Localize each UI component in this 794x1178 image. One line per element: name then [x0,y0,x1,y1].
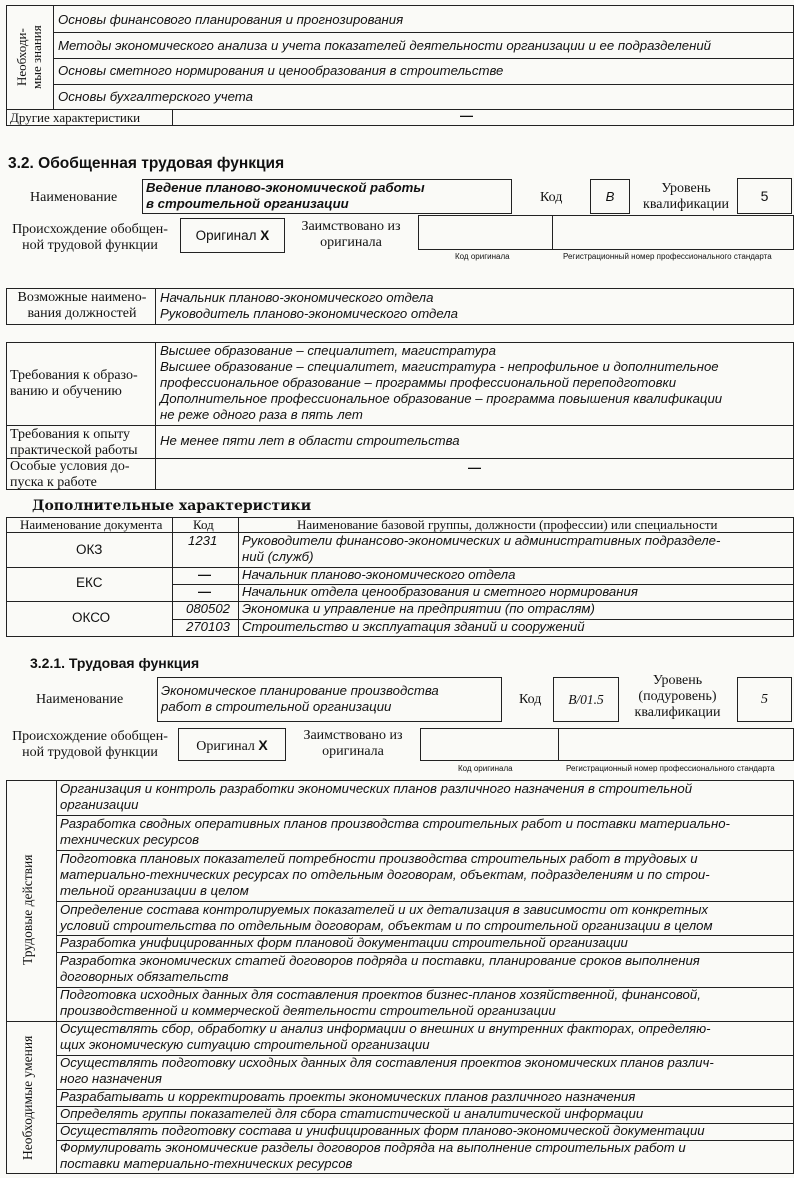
level-label [640,181,732,213]
code-value-2: B/01.5 [568,692,604,707]
borrowed-box-2 [420,728,794,761]
borrowed-label-2-line1: Заимствовано из [303,728,403,743]
knowledge-side-cell [6,5,54,109]
level-label-2-line1: Уровень [652,673,703,688]
level-value-box-2 [737,677,792,722]
knowledge-row-2: Методы экономического анализа и учета показателей деятельности организации и ее подразделений [58,38,712,53]
skill-3-line1: Разрабатывать и корректировать проекты экономических планов различного назначения [60,1089,636,1104]
level-label-2-line3: квалификации [634,705,721,720]
section-title: 3.2. Обобщенная трудовая функция [8,155,285,172]
original-mark-2: X [258,737,268,753]
action-7-line2: производственной и коммерческой деятельности строительной организации [60,1003,556,1018]
edu-line-1: Высшее образование – специалитет, магистратура [160,343,496,358]
original-cell-2 [179,737,285,755]
eks-code-2: — [198,584,211,599]
code-original-caption-2: Код оригинала [458,764,513,773]
level-label-line2: квалификации [643,197,729,212]
borrowed-label [290,219,412,251]
action-4-line1: Определение состава контролируемых показателей и их детализация в зависимости от конкретных [60,902,708,917]
other-characteristics-label: Другие характеристики [10,110,141,125]
edu-line-4: Дополнительное профессиональное образование – программа повышения квалификации [160,391,723,406]
okso-code-2: 270103 [186,619,231,634]
borrowed-box [418,215,794,250]
borrowed-label-line1: Заимствовано из [301,219,401,234]
okz-code: 1231 [188,533,218,548]
name-value-2-line2: работ в строительной организации [161,699,392,714]
divider [56,780,57,1174]
exp-label-line2: практической работы [10,443,138,458]
action-3-line1: Подготовка плановых показателей потребности производства строительных работ в трудовых и [60,851,698,866]
skill-2-line1: Осуществлять подготовку исходных данных для составления проектов экономических планов различ- [60,1055,714,1070]
edu-line-2: Высшее образование – специалитет, магистратура - непрофильное и дополнительное [160,359,719,374]
borrowed-label-2-line2: оригинала [322,744,384,759]
position-2: Руководитель планово-экономического отдела [160,306,459,321]
header-code: Код [193,517,214,532]
other-characteristics-value: — [460,108,473,123]
code-value: В [605,189,615,204]
action-3-line3: тельной организации в целом [60,883,249,898]
edu-label-line2: ванию и обучению [10,384,122,399]
skill-5-line1: Осуществлять подготовку состава и унифицированных форм планово-экономической документации [60,1123,705,1138]
okso-doc: ОКСО [72,610,111,625]
original-label: Оригинал [195,228,257,243]
action-6-line2: договорных обязательств [60,969,229,984]
special-value: — [468,460,481,475]
action-4-line2: условий строительства по отдельным договорам, объектам и по строительной организации в целом [60,918,713,933]
position-1: Начальник планово-экономического отдела [160,290,434,305]
name-value-line1: Ведение планово-экономической работы [146,180,425,195]
reg-number-caption: Регистрационный номер профессионального стандарта [563,252,772,261]
edu-label-line1: Требования к образо- [10,368,138,383]
positions-label-line1: Возможные наимено- [17,290,147,305]
eks-name-1: Начальник планово-экономического отдела [242,567,516,582]
action-3-line2: материально-технических ресурсах по отдельным договорам, объектам, подразделениям и по строи- [60,867,710,882]
code-label-2: Код [519,692,542,707]
edu-line-5: не реже одного раза в пять лет [160,407,363,422]
action-2-line2: технических ресурсов [60,832,200,847]
skills-side-label: Необходимые умения [20,1035,35,1160]
code-original-caption: Код оригинала [455,252,510,261]
level-label-2-line2: (подуровень) [638,689,717,704]
knowledge-row-3: Основы сметного нормирования и ценообразования в строительстве [58,63,504,78]
original-box-2 [178,728,286,761]
knowledge-row-4: Основы бухгалтерского учета [58,89,253,104]
action-2-line1: Разработка сводных оперативных планов производства строительных работ и поставки материально- [60,816,730,831]
exp-label-line1: Требования к опыту [10,427,131,442]
okso-name-1: Экономика и управление на предприятии (по отраслям) [242,601,595,616]
name-value-line2: в строительной организации [146,196,349,211]
special-label-line2: пуска к работе [10,475,97,490]
action-1-line2: организации [60,797,139,812]
level-label-line1: Уровень [661,181,711,196]
action-6-line1: Разработка экономических статей договоров подряда и поставки, планирование сроков выполнения [60,953,700,968]
okz-name-line2: ний (служб) [242,549,314,564]
eks-code-1: — [198,567,211,582]
divider [6,425,794,426]
original-mark: X [260,228,270,243]
okso-name-2: Строительство и эксплуатация зданий и сооружений [242,619,585,634]
skill-6-line1: Формулировать экономические разделы договоров подряда на выполнение строительных работ и [60,1140,686,1155]
code-value-box [590,179,630,214]
actions-side-label: Трудовые действия [20,854,35,966]
special-label [10,459,130,491]
divider [155,342,156,490]
name-label-2: Наименование [36,692,124,707]
knowledge-side-label: Необходи- мые знания [14,25,44,89]
name-label: Наименование [30,190,118,205]
subsection-title: 3.2.1. Трудовая функция [30,655,200,671]
borrowed-label-2 [292,728,414,760]
exp-label [10,427,138,459]
origin-label-2 [10,729,170,761]
divider [155,288,156,325]
skill-2-line2: ного назначения [60,1071,162,1086]
skill-6-line2: поставки материально-технических ресурсов [60,1156,353,1171]
eks-doc: ЕКС [76,575,103,590]
edu-line-3: профессиональное образование – программы профессиональной переподготовки [160,375,677,390]
okz-doc: ОКЗ [76,542,103,557]
name-value-box [142,179,512,214]
reg-number-caption-2: Регистрационный номер профессионального стандарта [566,764,775,773]
action-1-line1: Организация и контроль разработки экономических планов различного назначения в строительной [60,781,693,796]
positions-label [8,290,156,322]
name-value-2-line1: Экономическое планирование производства [161,683,439,698]
edu-label [10,368,138,400]
original-box [180,218,285,253]
divider [54,58,794,59]
code-value-box-2 [553,677,619,722]
origin-label-2-line2: ной трудовой функции [22,745,158,760]
divider [172,109,173,126]
origin-label-line2: ной трудовой функции [22,238,158,253]
origin-label-line1: Происхождение обобщен- [12,222,168,237]
positions-label-line2: вания должностей [27,306,137,321]
origin-label [10,222,170,254]
divider [552,215,553,250]
okz-name-line1: Руководители финансово-экономических и административных подразделе- [242,533,721,548]
level-label-2 [625,673,730,721]
divider [558,728,559,761]
divider [54,32,794,33]
code-label: Код [540,190,563,205]
level-value: 5 [760,188,769,204]
action-5-line1: Разработка унифицированных форм плановой документации строительной организации [60,935,628,950]
skill-1-line1: Осуществлять сбор, обработку и анализ информации о внешних и внутренних факторах, определяю- [60,1021,711,1036]
level-value-box [737,178,792,214]
additional-title: Дополнительные характеристики [32,498,312,514]
exp-value: Не менее пяти лет в области строительства [160,433,460,448]
skill-4-line1: Определять группы показателей для сбора статистической и аналитической информации [60,1106,644,1121]
okso-code-1: 080502 [186,601,231,616]
header-name: Наименование базовой группы, должности (профессии) или специальности [297,517,718,532]
eks-name-2: Начальник отдела ценообразования и сметного нормирования [242,584,638,599]
name-value-box-2 [157,677,502,722]
borrowed-label-line2: оригинала [320,235,382,250]
original-label-2: Оригинал [196,739,255,754]
action-7-line1: Подготовка исходных данных для составления проектов бизнес-планов хозяйственной, финансовой, [60,987,701,1002]
level-value-2: 5 [761,692,768,707]
skill-1-line2: щих экономическую ситуацию строительной организации [60,1037,430,1052]
divider [54,84,794,85]
origin-label-2-line1: Происхождение обобщен- [12,729,168,744]
original-cell [181,228,284,243]
header-doc: Наименование документа [20,517,163,532]
special-label-line1: Особые условия до- [10,459,130,474]
knowledge-row-1: Основы финансового планирования и прогнозирования [58,12,404,27]
